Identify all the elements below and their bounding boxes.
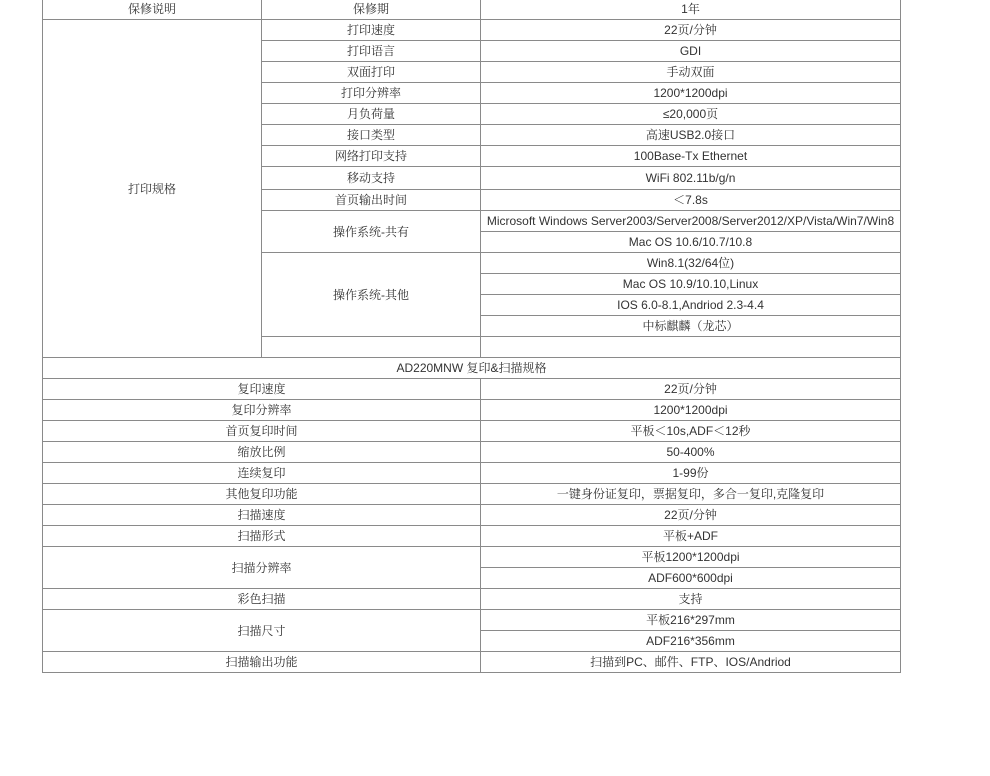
warranty-label-cell: 保修期 (262, 0, 481, 20)
spec-value-cell: ADF600*600dpi (481, 568, 901, 589)
warranty-value-cell: 1年 (481, 0, 901, 20)
spec-value-cell: 50-400% (481, 442, 901, 463)
empty-cell (481, 337, 901, 358)
spec-value-cell: ＜7.8s (481, 190, 901, 211)
scan-size-label-cell: 扫描尺寸 (43, 610, 481, 652)
spec-value-cell: 平板＜10s,ADF＜12秒 (481, 421, 901, 442)
spec-value-cell: ≤20,000页 (481, 104, 901, 125)
spec-value-cell: Mac OS 10.6/10.7/10.8 (481, 232, 901, 253)
spec-value-cell: Mac OS 10.9/10.10,Linux (481, 274, 901, 295)
spec-label-cell: 扫描形式 (43, 526, 481, 547)
table-row (43, 400, 901, 421)
spec-value-cell: 一键身份证复印，票据复印，多合一复印,克隆复印 (481, 484, 901, 505)
spec-value-cell: 高速USB2.0接口 (481, 125, 901, 146)
print-spec-group-cell: 打印规格 (43, 20, 262, 358)
spec-label-cell: 首页输出时间 (262, 190, 481, 211)
spec-value-cell: 1-99份 (481, 463, 901, 484)
os-common-label-cell: 操作系统-共有 (262, 211, 481, 253)
table-row (43, 379, 901, 400)
spec-value-cell: 平板+ADF (481, 526, 901, 547)
warranty-group-cell: 保修说明 (43, 0, 262, 20)
scan-resolution-label-cell: 扫描分辨率 (43, 547, 481, 589)
spec-label-cell: 网络打印支持 (262, 146, 481, 167)
spec-label-cell: 缩放比例 (43, 442, 481, 463)
spec-label-cell: 打印速度 (262, 20, 481, 41)
spec-label-cell: 彩色扫描 (43, 589, 481, 610)
copy-scan-section-title: AD220MNW 复印&扫描规格 (43, 358, 901, 379)
empty-cell (262, 337, 481, 358)
spec-value-cell: 平板216*297mm (481, 610, 901, 631)
spec-value-cell: IOS 6.0-8.1,Andriod 2.3-4.4 (481, 295, 901, 316)
spec-label-cell: 复印分辨率 (43, 400, 481, 421)
spec-label-cell: 连续复印 (43, 463, 481, 484)
spec-label-cell: 移动支持 (262, 167, 481, 190)
spec-label-cell: 月负荷量 (262, 104, 481, 125)
spec-value-cell: 22页/分钟 (481, 505, 901, 526)
table-row (43, 652, 901, 673)
table-row (43, 589, 901, 610)
table-row (43, 358, 901, 379)
spec-value-cell: Win8.1(32/64位) (481, 253, 901, 274)
spec-value-cell: 平板1200*1200dpi (481, 547, 901, 568)
spec-value-cell: 手动双面 (481, 62, 901, 83)
spec-value-cell: WiFi 802.11b/g/n (481, 167, 901, 190)
table-row (43, 526, 901, 547)
table-row (43, 0, 901, 20)
spec-value-cell: 中标麒麟（龙芯） (481, 316, 901, 337)
spec-label-cell: 打印分辨率 (262, 83, 481, 104)
spec-value-cell: 扫描到PC、邮件、FTP、IOS/Andriod (481, 652, 901, 673)
spec-label-cell: 扫描速度 (43, 505, 481, 526)
spec-value-cell: 22页/分钟 (481, 20, 901, 41)
spec-value-cell: GDI (481, 41, 901, 62)
table-row (43, 547, 901, 568)
table-row (43, 484, 901, 505)
table-row (43, 442, 901, 463)
spec-label-cell: 复印速度 (43, 379, 481, 400)
spec-value-cell: 100Base-Tx Ethernet (481, 146, 901, 167)
spec-value-cell: 支持 (481, 589, 901, 610)
table-row (43, 421, 901, 442)
table-row (43, 610, 901, 631)
spec-label-cell: 其他复印功能 (43, 484, 481, 505)
table-row (43, 505, 901, 526)
spec-table (42, 0, 901, 673)
spec-value-cell: Microsoft Windows Server2003/Server2008/Server2012/XP/Vista/Win7/Win8 (481, 211, 901, 232)
table-row (43, 20, 901, 41)
spec-label-cell: 扫描输出功能 (43, 652, 481, 673)
spec-label-cell: 接口类型 (262, 125, 481, 146)
table-row (43, 463, 901, 484)
spec-label-cell: 打印语言 (262, 41, 481, 62)
spec-value-cell: 1200*1200dpi (481, 400, 901, 421)
os-other-label-cell: 操作系统-其他 (262, 253, 481, 337)
spec-value-cell: 1200*1200dpi (481, 83, 901, 104)
spec-label-cell: 首页复印时间 (43, 421, 481, 442)
spec-label-cell: 双面打印 (262, 62, 481, 83)
spec-value-cell: ADF216*356mm (481, 631, 901, 652)
spec-value-cell: 22页/分钟 (481, 379, 901, 400)
